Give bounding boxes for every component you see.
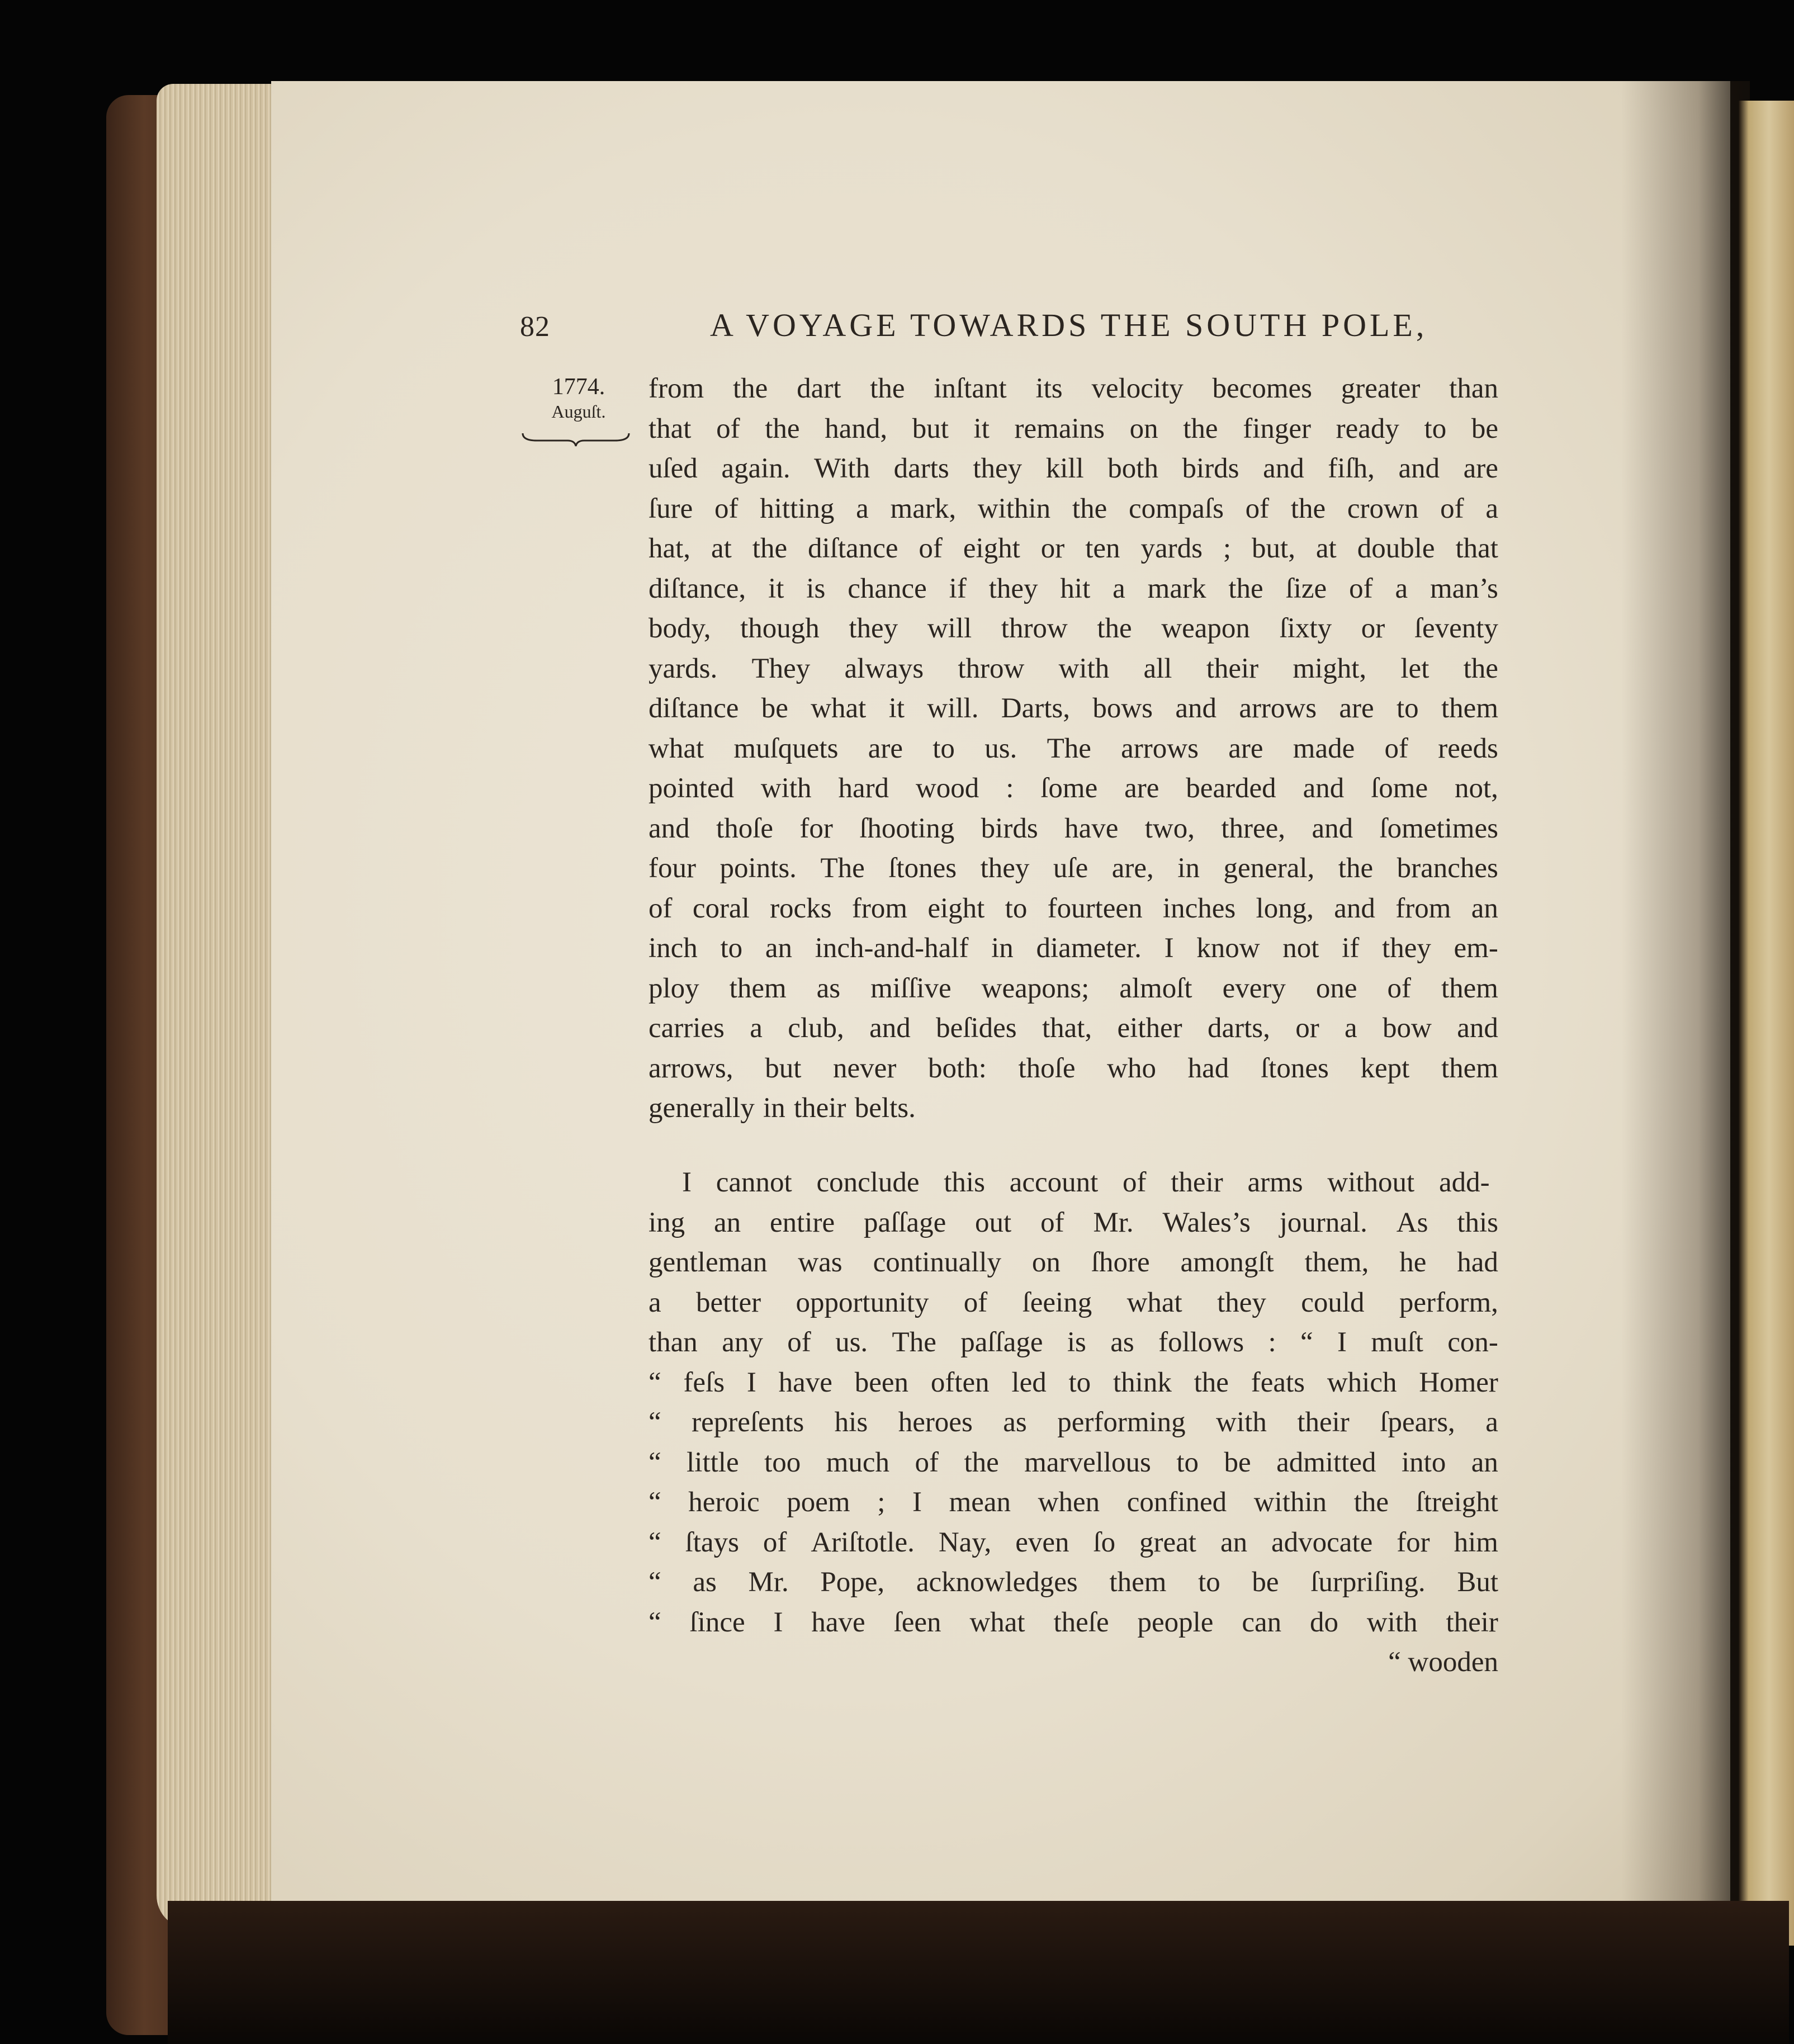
text-line: from the dart the inſtant its velocity becomes greater than — [649, 373, 1498, 404]
margin-brace — [520, 430, 632, 447]
text-line: gentleman was continually on ſhore amongſt them, he had — [649, 1247, 1498, 1278]
text-line: “ repreſents his heroes as performing with their ſpears, a — [649, 1407, 1498, 1438]
paragraph-2 — [649, 1163, 1498, 1683]
text-line: generally in their belts. — [649, 1092, 916, 1124]
text-line: body, though they will throw the weapon ſixty or ſeventy — [649, 613, 1498, 644]
text-line: four points. The ſtones they uſe are, in general, the branches — [649, 853, 1498, 884]
text-line: ploy them as miſſive weapons; almoſt every one of them — [649, 972, 1498, 1004]
text-line: pointed with hard wood : ſome are bearded and ſome not, — [649, 773, 1498, 804]
text-line: hat, at the diſtance of eight or ten yards ; but, at double that — [649, 533, 1498, 564]
text-line: “ ſince I have ſeen what theſe people can do with their — [649, 1606, 1498, 1638]
paragraph-1 — [649, 369, 1498, 1129]
catchword: “ wooden — [1388, 1646, 1498, 1678]
text-line: diſtance be what it will. Darts, bows and arrows are to them — [649, 693, 1498, 724]
text-line: ſure of hitting a mark, within the compaſs of the crown of a — [649, 493, 1498, 524]
text-line: of coral rocks from eight to fourteen inches long, and from an — [649, 892, 1498, 924]
text-line: carries a club, and beſides that, either darts, or a bow and — [649, 1012, 1498, 1044]
text-line: what muſquets are to us. The arrows are made of reeds — [649, 732, 1498, 764]
text-line: arrows, but never both: thoſe who had ſtones kept them — [649, 1052, 1498, 1084]
margin-note — [523, 375, 635, 424]
margin-note-month: Auguſt. — [551, 401, 606, 422]
text-line: uſed again. With darts they kill both birds and fiſh, and are — [649, 453, 1498, 484]
text-line: “ little too much of the marvellous to be admitted into an — [649, 1446, 1498, 1478]
facing-page-edge — [1739, 101, 1794, 1946]
text-line: ing an entire paſſage out of Mr. Wales’s journal. As this — [649, 1206, 1498, 1238]
text-line: I cannot conclude this account of their arms without add- — [682, 1167, 1490, 1198]
margin-note-year: 1774. — [552, 374, 605, 400]
text-line: diſtance, it is chance if they hit a mark the ſize of a man’s — [649, 572, 1498, 604]
bottom-shadow — [168, 1901, 1789, 2044]
text-line: a better opportunity of ſeeing what they could perform, — [649, 1286, 1498, 1318]
text-line: inch to an inch-and-half in diameter. I know not if they em- — [649, 933, 1498, 964]
text-line: “ heroic poem ; I mean when confined within the ſtreight — [649, 1487, 1498, 1518]
page-fore-edge — [157, 84, 280, 1929]
text-line: “ ſtays of Ariſtotle. Nay, even ſo great an advocate for him — [649, 1526, 1498, 1558]
text-line: “ feſs I have been often led to think the feats which Homer — [649, 1366, 1498, 1398]
text-line: yards. They always throw with all their might, let the — [649, 652, 1498, 684]
page-number: 82 — [520, 311, 550, 343]
text-line: “ as Mr. Pope, acknowledges them to be ſurpriſing. But — [649, 1567, 1498, 1598]
page-gutter-shadow — [1621, 81, 1750, 1920]
text-line: and thoſe for ſhooting birds have two, three, and ſometimes — [649, 812, 1498, 844]
running-head: A VOYAGE TOWARDS THE SOUTH POLE, — [710, 307, 1428, 343]
text-line: than any of us. The paſſage is as follows : “ I muſt con- — [649, 1327, 1498, 1358]
text-line: that of the hand, but it remains on the finger ready to be — [649, 413, 1498, 444]
